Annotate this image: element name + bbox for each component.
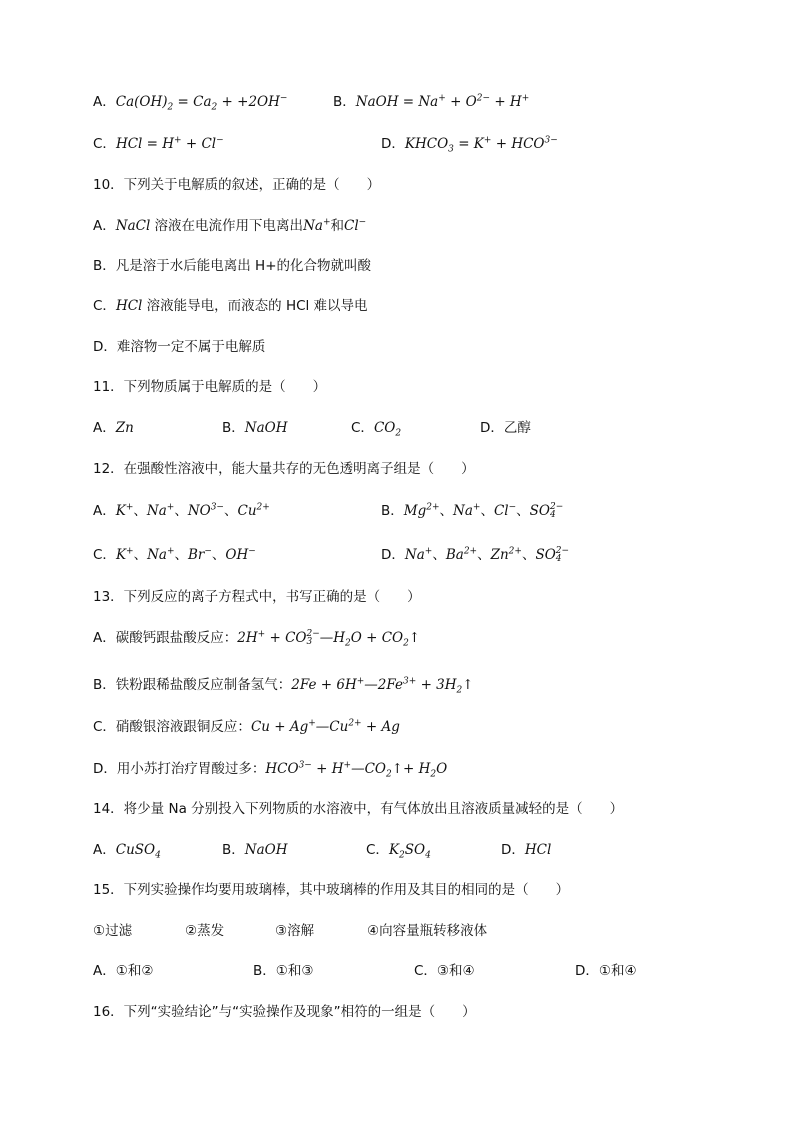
formula-part: Cl bbox=[493, 503, 509, 519]
subscript: 4 bbox=[425, 850, 431, 861]
superscript: 2− bbox=[549, 502, 564, 512]
carbonate-scripts bbox=[306, 630, 319, 646]
formula-part: Ba bbox=[445, 547, 464, 563]
superscript: + bbox=[322, 217, 331, 228]
separator: 、 bbox=[439, 503, 454, 519]
formula-part: —H bbox=[319, 630, 346, 646]
equation bbox=[319, 630, 421, 649]
formula-part: NO bbox=[187, 503, 211, 519]
formula-part: SO bbox=[404, 842, 426, 858]
formula-part: = K bbox=[453, 136, 484, 152]
superscript: + bbox=[166, 502, 175, 513]
formula-part: Mg bbox=[403, 503, 427, 519]
option-text: 和 bbox=[330, 218, 344, 234]
formula-part: Cl bbox=[343, 218, 359, 234]
q11-stem: 11．下列物质属于电解质的是（ ） bbox=[93, 379, 327, 395]
superscript: + bbox=[166, 546, 175, 557]
q14-option-b[interactable] bbox=[222, 841, 287, 859]
formula-part: + +2OH bbox=[217, 94, 280, 110]
formula-part: SO bbox=[529, 503, 550, 519]
separator: 、 bbox=[211, 547, 226, 563]
equation bbox=[251, 719, 400, 735]
superscript: + bbox=[521, 93, 530, 104]
formula-part: CO bbox=[373, 420, 396, 436]
formula-part: K bbox=[388, 842, 400, 858]
q10-option-c[interactable] bbox=[93, 297, 368, 315]
q15-item-4: ④向容量瓶转移液体 bbox=[367, 923, 488, 939]
subscript: 4 bbox=[155, 850, 161, 861]
option-label: B． bbox=[222, 842, 245, 858]
q14-option-a[interactable] bbox=[93, 841, 161, 859]
option-label: A． bbox=[93, 94, 116, 110]
option-label: C．硝酸银溶液跟铜反应： bbox=[93, 719, 251, 735]
formula-part: + 3H bbox=[416, 677, 457, 693]
formula bbox=[356, 94, 529, 110]
option-text: 乙醇 bbox=[503, 420, 531, 436]
q15-item-3: ③溶解 bbox=[275, 923, 315, 939]
ion bbox=[404, 503, 440, 519]
q13-stem: 13．下列反应的离子方程式中，书写正确的是（ ） bbox=[93, 589, 421, 605]
formula-part: Zn bbox=[490, 547, 509, 563]
option-text: 溶液能导电，而液态的 HCl 难以导电 bbox=[142, 298, 368, 314]
subscript: 2 bbox=[167, 102, 174, 113]
superscript: + bbox=[308, 718, 316, 729]
equation bbox=[237, 630, 306, 646]
formula-part: 2Fe + 6H bbox=[291, 677, 357, 693]
q10-option-d[interactable]: D．难溶物一定不属于电解质 bbox=[93, 339, 266, 355]
formula-part: KHCO bbox=[404, 136, 449, 152]
option-label: D． bbox=[480, 420, 504, 436]
q13-option-c[interactable] bbox=[93, 718, 400, 736]
formula-part: O bbox=[436, 761, 448, 777]
superscript: 2+ bbox=[256, 502, 270, 513]
q14-stem: 14．将少量 Na 分别投入下列物质的水溶液中，有气体放出且溶液质量减轻的是（ ） bbox=[93, 801, 624, 817]
formula: NaOH bbox=[244, 842, 288, 858]
q11-option-b[interactable] bbox=[222, 419, 287, 437]
formula bbox=[404, 135, 558, 155]
superscript: + bbox=[483, 135, 492, 146]
superscript: − bbox=[216, 135, 224, 146]
superscript: 2− bbox=[306, 629, 320, 639]
subscript: 2 bbox=[399, 850, 405, 861]
formula: NaOH bbox=[244, 420, 288, 436]
superscript: + bbox=[438, 93, 446, 104]
q15-stem: 15．下列实验操作均要用玻璃棒，其中玻璃棒的作用及其目的相同的是（ ） bbox=[93, 882, 570, 898]
formula: Zn bbox=[115, 420, 134, 436]
superscript: + bbox=[126, 546, 134, 557]
formula-part: Ca(OH) bbox=[115, 94, 168, 110]
formula-part: + HCO bbox=[491, 136, 545, 152]
superscript: − bbox=[248, 546, 256, 557]
q10-option-b[interactable]: B．凡是溶于水后能电离出 H+的化合物就叫酸 bbox=[93, 258, 372, 274]
ion bbox=[225, 547, 255, 563]
formula bbox=[373, 420, 402, 439]
q12-option-b[interactable] bbox=[381, 502, 563, 520]
ion bbox=[494, 503, 516, 519]
separator: 、 bbox=[516, 503, 530, 519]
formula bbox=[303, 218, 330, 234]
formula-part: Na bbox=[404, 547, 425, 563]
formula-part: Na bbox=[303, 218, 323, 234]
q15-option-c[interactable]: C．③和④ bbox=[414, 963, 475, 979]
formula-part: Br bbox=[188, 547, 205, 563]
q13-option-a[interactable] bbox=[93, 629, 420, 647]
q15-item-1: ①过滤 bbox=[93, 923, 133, 939]
q15-option-d[interactable]: D．①和④ bbox=[575, 963, 637, 979]
separator: 、 bbox=[521, 547, 536, 563]
formula-part: + H bbox=[311, 761, 344, 777]
ion bbox=[446, 547, 477, 563]
subscript: 2 bbox=[430, 769, 437, 780]
superscript: − bbox=[358, 217, 367, 228]
ion bbox=[491, 547, 522, 563]
option-label: B．铁粉跟稀盐酸反应制备氢气： bbox=[93, 677, 292, 693]
formula bbox=[115, 93, 288, 113]
q10-stem: 10．下列关于电解质的叙述，正确的是（ ） bbox=[93, 177, 381, 193]
formula: HCl bbox=[115, 298, 143, 314]
formula bbox=[115, 842, 161, 861]
q15-option-a[interactable]: A．①和② bbox=[93, 963, 154, 979]
q16-stem: 16．下列“实验结论”与“实验操作及现象”相符的一组是（ ） bbox=[93, 1004, 476, 1020]
ion bbox=[188, 503, 224, 519]
superscript: + bbox=[356, 676, 365, 687]
formula-part: NaOH = Na bbox=[355, 94, 439, 110]
formula-part: Na bbox=[453, 503, 473, 519]
superscript: + bbox=[125, 502, 134, 513]
subscript: 2 bbox=[345, 638, 351, 649]
formula-part: Cu bbox=[237, 503, 257, 519]
option-label: C． bbox=[93, 136, 116, 152]
superscript: + bbox=[472, 502, 481, 513]
q13-option-b[interactable] bbox=[93, 676, 474, 694]
superscript: − bbox=[204, 546, 212, 557]
option-label: D． bbox=[501, 842, 525, 858]
option-label: C． bbox=[93, 298, 116, 314]
q9-option-b[interactable] bbox=[333, 93, 529, 111]
q10-option-a[interactable] bbox=[93, 217, 366, 235]
ion bbox=[453, 503, 480, 519]
q11-option-c[interactable] bbox=[351, 419, 401, 437]
superscript: 2− bbox=[555, 546, 570, 556]
separator: 、 bbox=[223, 503, 238, 519]
formula-part: —Cu bbox=[315, 719, 349, 735]
formula-part: HCl = H bbox=[115, 136, 175, 152]
formula-part: CuSO bbox=[115, 842, 156, 858]
separator: 、 bbox=[480, 503, 494, 519]
ion bbox=[116, 503, 134, 519]
superscript: − bbox=[508, 502, 517, 513]
formula-part: OH bbox=[225, 547, 249, 563]
subscript: 2 bbox=[403, 638, 409, 649]
superscript: + bbox=[424, 546, 433, 557]
formula-part: ↑ bbox=[462, 677, 474, 693]
q15-option-b[interactable]: B．①和③ bbox=[253, 963, 314, 979]
superscript: 2− bbox=[476, 93, 491, 104]
option-label: A． bbox=[93, 842, 116, 858]
sulfate-scripts bbox=[550, 503, 563, 519]
ion bbox=[147, 503, 174, 519]
subscript: 3 bbox=[306, 637, 313, 647]
option-label: A． bbox=[93, 420, 116, 436]
formula-part: Na bbox=[147, 547, 167, 563]
superscript: + bbox=[174, 135, 182, 146]
q15-item-2: ②蒸发 bbox=[185, 923, 225, 939]
q9-option-c[interactable] bbox=[93, 135, 224, 153]
option-label: B． bbox=[333, 94, 356, 110]
superscript: + bbox=[257, 629, 266, 640]
formula-part: Cu + Ag bbox=[250, 719, 309, 735]
option-label: A． bbox=[93, 218, 116, 234]
separator: 、 bbox=[133, 547, 148, 563]
superscript: 2+ bbox=[426, 502, 440, 513]
q11-option-a[interactable] bbox=[93, 419, 134, 437]
formula: NaCl bbox=[115, 218, 151, 234]
equation bbox=[265, 760, 448, 780]
superscript: 3+ bbox=[403, 676, 417, 687]
option-label: A．碳酸钙跟盐酸反应： bbox=[93, 630, 238, 646]
ion bbox=[147, 547, 174, 563]
formula-part: ↑+ H bbox=[391, 761, 431, 777]
option-label: B． bbox=[222, 420, 245, 436]
formula-part: + H bbox=[490, 94, 522, 110]
separator: 、 bbox=[432, 547, 446, 563]
q12-option-a[interactable] bbox=[93, 502, 270, 520]
separator: 、 bbox=[174, 547, 188, 563]
q14-option-d[interactable] bbox=[501, 841, 551, 859]
separator: 、 bbox=[477, 547, 491, 563]
formula: HCl bbox=[524, 842, 552, 858]
formula-part: O + CO bbox=[350, 630, 404, 646]
formula-part: K bbox=[115, 503, 126, 519]
formula-part: Na bbox=[146, 503, 167, 519]
formula-part: SO bbox=[535, 547, 556, 563]
sulfate-scripts bbox=[556, 547, 569, 563]
formula-part: HCO bbox=[265, 761, 299, 777]
ion bbox=[405, 547, 432, 563]
option-text: 溶液在电流作用下电离出 bbox=[150, 218, 304, 234]
ion bbox=[237, 503, 269, 519]
formula-part: ↑ bbox=[408, 630, 421, 646]
subscript: 4 bbox=[549, 510, 556, 520]
formula bbox=[388, 842, 431, 861]
ion bbox=[188, 547, 212, 563]
superscript: 3− bbox=[210, 502, 224, 513]
superscript: 2+ bbox=[348, 718, 362, 729]
formula-part: + O bbox=[445, 94, 477, 110]
q12-stem: 12．在强酸性溶液中，能大量共存的无色透明离子组是（ ） bbox=[93, 461, 475, 477]
formula-part: + Ag bbox=[361, 719, 400, 735]
formula-part: K bbox=[115, 547, 127, 563]
subscript: 3 bbox=[448, 144, 454, 155]
formula-part: + CO bbox=[265, 630, 307, 646]
option-label: D． bbox=[381, 136, 405, 152]
superscript: 3− bbox=[298, 760, 312, 771]
q12-option-d[interactable] bbox=[381, 546, 569, 564]
option-label: C． bbox=[366, 842, 389, 858]
formula-part: —2Fe bbox=[364, 677, 403, 693]
subscript: 2 bbox=[395, 428, 402, 439]
formula bbox=[116, 136, 224, 152]
option-label: A． bbox=[93, 503, 116, 519]
superscript: − bbox=[279, 93, 288, 104]
option-label: D． bbox=[381, 547, 405, 563]
subscript: 4 bbox=[555, 554, 562, 564]
option-label: B． bbox=[381, 503, 404, 519]
formula-part: + Cl bbox=[181, 136, 217, 152]
ion bbox=[116, 547, 134, 563]
q9-option-a[interactable] bbox=[93, 93, 287, 111]
superscript: + bbox=[343, 760, 352, 771]
q13-option-d[interactable] bbox=[93, 760, 447, 778]
equation bbox=[291, 676, 474, 696]
q14-option-c[interactable] bbox=[366, 841, 431, 859]
option-label: C． bbox=[351, 420, 374, 436]
option-label: C． bbox=[93, 547, 116, 563]
q12-option-c[interactable] bbox=[93, 546, 256, 564]
subscript: 2 bbox=[456, 685, 463, 696]
separator: 、 bbox=[133, 503, 147, 519]
formula bbox=[344, 218, 366, 234]
option-label: D．用小苏打治疗胃酸过多： bbox=[93, 761, 266, 777]
subscript: 2 bbox=[211, 102, 218, 113]
superscript: 2+ bbox=[463, 546, 478, 557]
formula-part: = Ca bbox=[173, 94, 212, 110]
superscript: 2+ bbox=[508, 546, 522, 557]
q9-option-d[interactable] bbox=[381, 135, 558, 153]
formula-part: —CO bbox=[351, 761, 386, 777]
formula-part: 2H bbox=[237, 630, 258, 646]
separator: 、 bbox=[174, 503, 188, 519]
q11-option-d[interactable] bbox=[480, 419, 531, 437]
superscript: 3− bbox=[544, 135, 558, 146]
subscript: 2 bbox=[385, 769, 392, 780]
